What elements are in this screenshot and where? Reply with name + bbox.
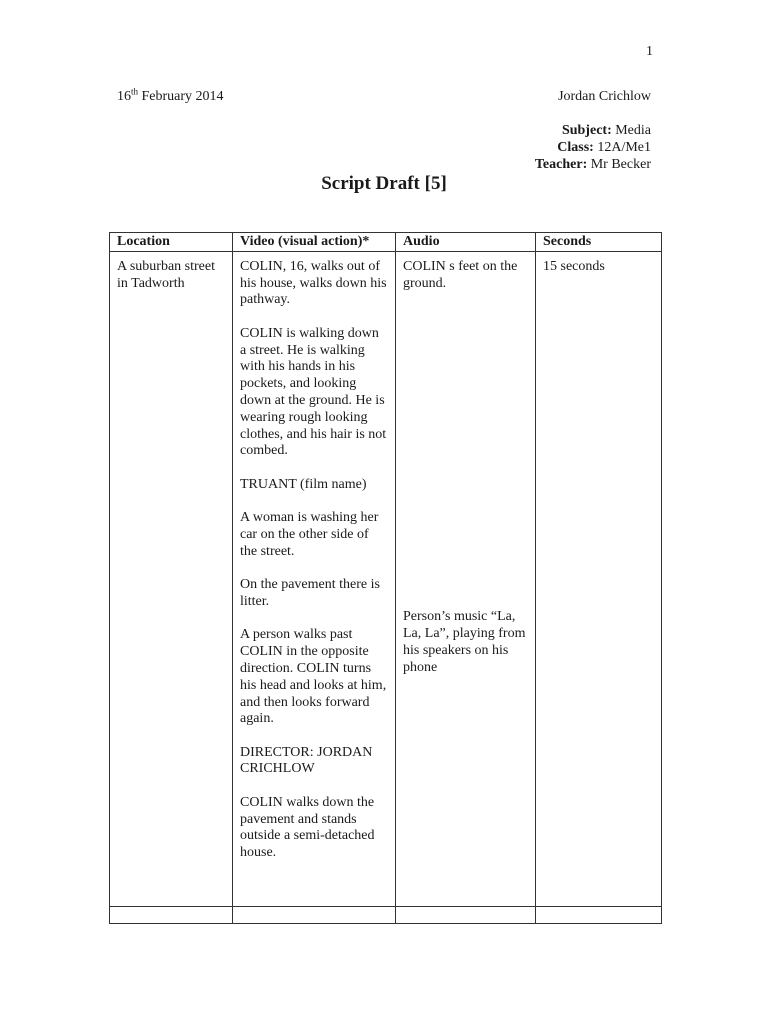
meta-teacher: [535, 156, 651, 173]
author-name: Jordan Crichlow: [558, 89, 651, 104]
table-row: [110, 251, 662, 906]
video-paragraph: DIRECTOR: JORDAN CRICHLOW: [240, 744, 373, 777]
table-header-row: [110, 233, 662, 252]
document-date: [117, 86, 224, 105]
video-paragraph: COLIN, 16, walks out of his house, walks down his pathway.: [240, 258, 387, 308]
date-day: 16: [117, 89, 131, 104]
meta-subject: [535, 122, 651, 139]
meta-class-label: Class:: [557, 140, 594, 155]
cell-seconds: [536, 251, 662, 906]
meta-class: [535, 139, 651, 156]
audio-note: Person’s music “La, La, La”, playing from his speakers on his phone: [403, 609, 526, 675]
header-seconds: Seconds: [536, 233, 662, 252]
empty-cell: [536, 906, 662, 923]
empty-cell: [233, 906, 396, 923]
document-title: Script Draft [5]: [321, 173, 447, 194]
location-text: A suburban street in Tadworth: [117, 258, 215, 291]
cell-location: [110, 251, 233, 906]
page-number: 1: [646, 44, 653, 59]
meta-subject-label: Subject:: [561, 123, 612, 138]
cell-audio: [396, 251, 536, 906]
meta-teacher-value: Mr Becker: [587, 157, 651, 172]
header-video: Video (visual action)*: [233, 233, 396, 252]
video-paragraph: COLIN is walking down a street. He is walking with his hands in his pockets, and looking down at the ground. He is wearing rough looking clothes, and his hair is not combed.: [240, 325, 387, 459]
meta-subject-value: Media: [611, 123, 651, 138]
header-location: Location: [110, 233, 233, 252]
video-paragraph: TRUANT (film name): [240, 476, 367, 492]
date-rest: February 2014: [138, 89, 224, 104]
empty-cell: [110, 906, 233, 923]
document-meta: [535, 122, 651, 173]
audio-note: COLIN s feet on the ground.: [403, 258, 518, 291]
video-paragraph: COLIN walks down the pavement and stands outside a semi-detached house.: [240, 794, 375, 861]
meta-class-value: 12A/Me1: [593, 140, 651, 155]
meta-teacher-label: Teacher:: [534, 157, 588, 172]
header-audio: Audio: [396, 233, 536, 252]
date-suffix: th: [131, 86, 139, 97]
video-paragraph: A person walks past COLIN in the opposite direction. COLIN turns his head and looks at him, and then looks forward again.: [240, 627, 387, 727]
video-paragraph: On the pavement there is litter.: [240, 577, 380, 609]
cell-video: [233, 251, 396, 906]
seconds-text: 15 seconds: [543, 258, 605, 274]
table-row-empty: [110, 906, 662, 923]
script-table: [109, 232, 662, 924]
empty-cell: [396, 906, 536, 923]
video-paragraph: A woman is washing her car on the other side of the street.: [240, 510, 379, 559]
